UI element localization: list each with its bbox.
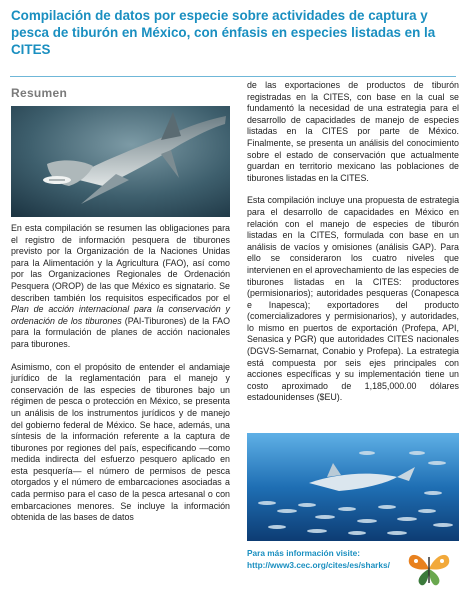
title-divider: [10, 76, 456, 77]
section-heading: Resumen: [11, 86, 68, 100]
plan-title-italic: Plan de acción internacional para la conservación y ordenación de los tiburones: [11, 304, 230, 326]
paragraph-obligations: En esta compilación se resumen las obligaciones para el registro de información pesquera de tiburones previsto por la Organización de la Naciones Unidas para la Alimentación y la Agricultura (FAO), así como por las Organizaciones Regionales de Ordenación Pesquera (OROP) de las que México es signatario. Se describen también los requisitos especificados por el Plan de acción internacional para la conservación y ordenación de los tiburones (PAI-Tiburones) de la FAO para la formulación de planes de acción nacionales para tiburones.: [11, 223, 230, 349]
right-column: [247, 80, 459, 415]
more-info-block: [247, 548, 407, 571]
left-column: [11, 223, 230, 535]
more-info-link[interactable]: http://www3.cec.org/cites/es/sharks/: [247, 559, 390, 570]
paragraph-exports: de las exportaciones de productos de tiburón registradas en la CITES, con base en la cual se fundamentó la necesidad de una estrategia para el desarrollo de capacidades de manejo de especies listadas en la CITES por parte de México. Finalmente, se presenta un análisis del conocimiento sobre el estado de conservación que actualmente guardan en territorio mexicano las poblaciones de tiburones listadas en la CITES.: [247, 80, 459, 183]
document-title: Compilación de datos por especie sobre actividades de captura y pesca de tiburón en México, con énfasis en especies listadas en la CITES: [11, 8, 436, 57]
shark-with-school-of-fish-photo: [247, 433, 459, 541]
more-info-label: Para más información visite:: [247, 548, 360, 558]
hammerhead-shark-photo: [11, 106, 230, 217]
cec-butterfly-logo: [403, 545, 455, 591]
paragraph-legal-framework: Asimismo, con el propósito de entender el andamiaje jurídico de la reglamentación para el manejo y conservación de las especies de tiburones bajo un régimen de pesca o protección en México, se presenta un análisis de los instrumentos jurídicos y de manejo del gobierno federal de México. Se hace, además, una síntesis de la información referente a la captura de tiburones por regiones del país, especificando —como medida indirecta del esfuerzo pesquero aplicado en esta pesquería— el número de permisos de pesca otorgados y el número de embarcaciones asociadas a cada permiso para el caso de la pesca artesanal o con embarcaciones menores. Se incluye la información obtenida de las bases de datos: [11, 361, 230, 523]
paragraph-strategy: Esta compilación incluye una propuesta de estrategia para el desarrollo de capacidades en México en relación con el manejo de especies de tiburón listadas en la CITES, formulada con base en un análisis de vacíos y omisiones (análisis GAP). Para ello se consideraron los cuatro niveles que intervienen en el aprovechamiento de las especies de tiburones listadas en la CITES: productores (permisionarios); autoridades pesqueras (Conapesca e Inapesca); exportadores del producto (comercializadores y permisionarios), y autoridades, lo mismo en puertos de exportación (Profepa, API, Senasica y PGR) que autoridades CITES nacionales (DGVS-Semarnat, Conabio y Profepa). La estrategia está compuesta por seis ejes principales con acciones específicas y su implementación tiene un costo aproximado de 1,185,000.00 dólares estadounidenses ($EU).: [247, 195, 459, 403]
